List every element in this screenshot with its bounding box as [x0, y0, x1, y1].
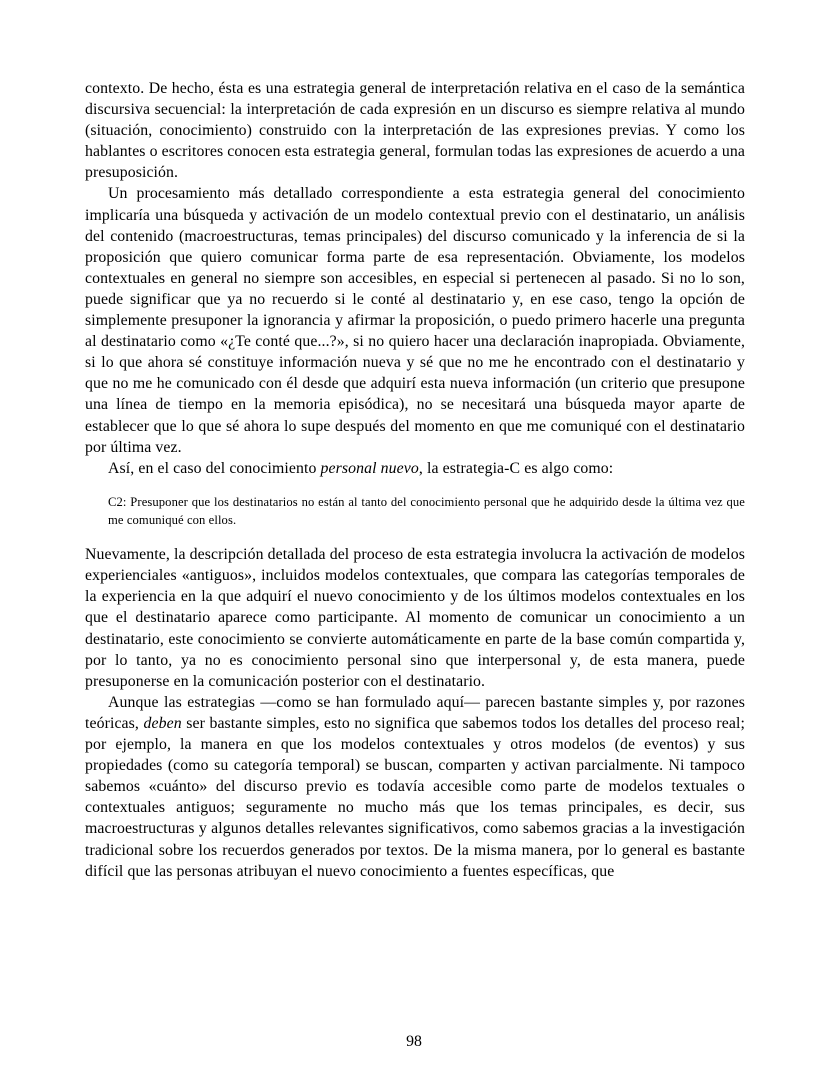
page-number: 98: [406, 1033, 422, 1050]
paragraph-4: Nuevamente, la descripción detallada del proceso de esta estrategia involucra la activación de modelos experienciales «antiguos», incluidos modelos contextuales, que compara las categorías temporales de la experiencia en la que adquirí el nuevo conocimiento y de los últimos modelos contextuales en los que el destinatario aparece como participante. Al momento de comunicar un conocimiento a un destinatario, este conocimiento se convierte automáticamente en parte de la base común compartida y, por lo tanto, ya no es conocimiento personal sino que interpersonal y, de esta manera, puede presuponerse en la comunicación posterior con el destinatario.: [85, 546, 745, 690]
paragraph-1: contexto. De hecho, ésta es una estrategia general de interpretación relativa en el caso de la semántica discursiva secuencial: la interpretación de cada expresión en un discurso es siempre relativa al mundo (situación, conocimiento) construido con la interpretación de las expresiones previas. Y como los hablantes o escritores conocen esta estrategia general, formulan todas las expresiones de acuerdo a una presuposición.: [85, 80, 745, 182]
italic-term-personal-nuevo: personal nuevo: [320, 459, 419, 477]
page-body: [85, 78, 745, 882]
paragraph-3-text-end: , la estrategia-C es algo como:: [418, 459, 614, 477]
block-quote-c2: C2: Presuponer que los destinatarios no están al tanto del conocimiento personal que he adquirido desde la última vez que me comuniqué con ellos.: [108, 494, 745, 527]
paragraph-3-text-start: Así, en el caso del conocimiento: [108, 459, 321, 477]
paragraph-5-text-start: Aunque las estrategias —como se han formulado aquí— parecen bastante simples y, por razones teóricas,: [85, 693, 745, 732]
paragraph-3: [85, 458, 745, 479]
italic-term-deben: deben: [143, 714, 182, 732]
paragraph-2: Un procesamiento más detallado correspondiente a esta estrategia general del conocimiento implicaría una búsqueda y activación de un modelo contextual previo con el destinatario, un análisis del contenido (macroestructuras, temas principales) del discurso comunicado y la inferencia de si la proposición que quiero comunicar forma parte de esa representación. Obviamente, los modelos contextuales en general no siempre son accesibles, en especial si pertenecen al pasado. Si no lo son, puede significar que ya no recuerdo si le conté al destinatario y, en ese caso, tengo la opción de simplemente presuponer la ignorancia y afirmar la proposición, o puedo primero hacerle una pregunta al destinatario como «¿Te conté que...?», si no quiero hacer una declaración inapropiada. Obviamente, si lo que ahora sé constituye información nueva y sé que no me he encontrado con el destinatario y que no me he comunicado con él desde que adquirí esta nueva información (un criterio que presupone una línea de tiempo en la memoria episódica), no se necesitará una búsqueda mayor aparte de establecer que lo que sé ahora lo supe después del momento en que me comuniqué con el destinatario por última vez.: [85, 185, 745, 456]
paragraph-5: [85, 692, 745, 882]
paragraph-5-text-end: ser bastante simples, esto no significa que sabemos todos los detalles del proceso real; por ejemplo, la manera en que los modelos contextuales y otros modelos (de eventos) y sus propiedades (como su categoría temporal) se buscan, comparten y activan parcialmente. Ni tampoco sabemos «cuánto» del discurso previo es todavía accesible como parte de modelos textuales o contextuales antiguos; seguramente no mucho más que los temas principales, es decir, sus macroestructuras y algunos detalles relevantes significativos, como sabemos gracias a la investigación tradicional sobre los recuerdos generados por textos. De la misma manera, por lo general es bastante difícil que las personas atribuyan el nuevo conocimiento a fuentes específicas, que: [85, 714, 745, 880]
